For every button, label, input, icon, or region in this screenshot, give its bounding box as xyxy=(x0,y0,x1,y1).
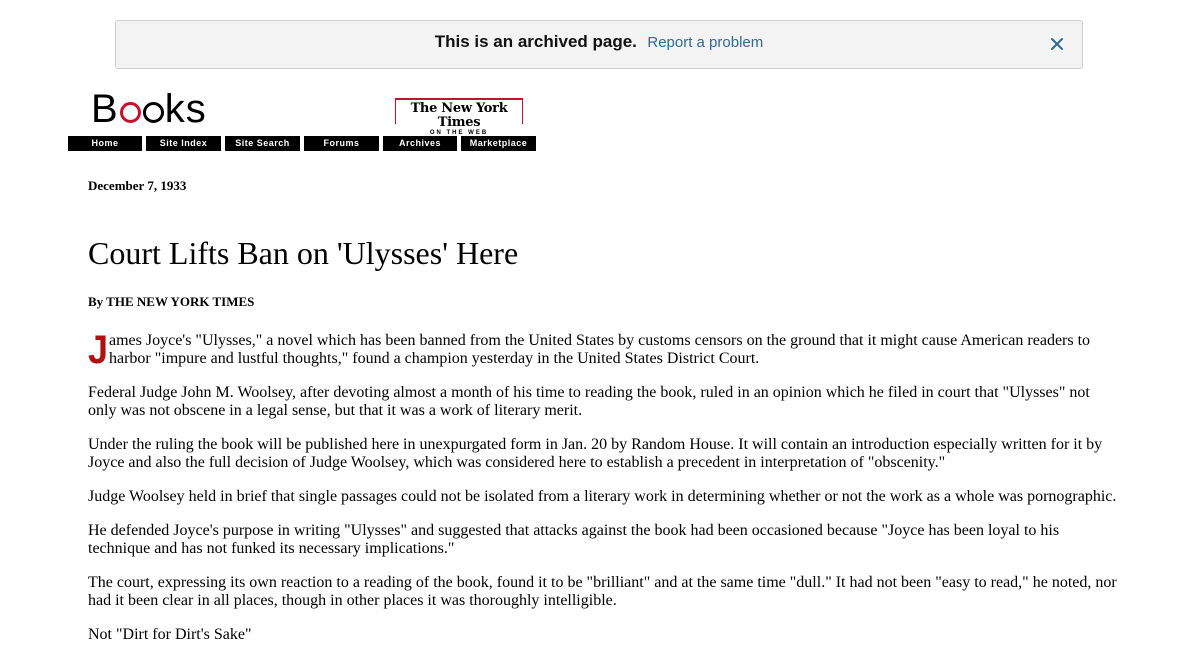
article-subhead: Not "Dirt for Dirt's Sake" xyxy=(88,626,252,643)
archive-notice: This is an archived page. xyxy=(434,32,637,51)
article-paragraph-1 xyxy=(88,328,1118,372)
article-date: December 7, 1933 xyxy=(88,178,187,193)
logo-letter-b: B xyxy=(91,87,119,131)
drop-cap: J xyxy=(88,328,109,372)
close-icon[interactable] xyxy=(1046,33,1068,55)
nyt-logo[interactable] xyxy=(395,98,523,136)
logo-black-o xyxy=(143,102,164,123)
nyt-logo-sub: ON THE WEB xyxy=(429,130,489,136)
logo-letter-k: k xyxy=(164,87,186,131)
nav-home-button[interactable]: Home xyxy=(68,136,142,151)
paragraph-text: ames Joyce's "Ulysses," a novel which has been banned from the United States by customs censors on the ground that it might cause American readers to harbor "impure and lustful thoughts," found a champion yesterday in the United States District Court. xyxy=(109,332,1091,367)
archive-message xyxy=(116,32,1082,52)
article-headline: Court Lifts Ban on 'Ulysses' Here xyxy=(88,235,519,271)
article-paragraph-6: The court, expressing its own reaction to a reading of the book, found it to be "brilliant" and at the same time "dull." It had not been "easy to read," he noted, nor had it been clear in all places, though in other places it was thoroughly intelligible. xyxy=(88,574,1117,609)
article-body xyxy=(88,328,1118,660)
site-navbar xyxy=(68,136,540,151)
logo-letter-s: s xyxy=(185,87,207,131)
nav-marketplace-button[interactable]: Marketplace xyxy=(461,136,536,151)
article-byline: By THE NEW YORK TIMES xyxy=(88,294,255,309)
article-paragraph-4: Judge Woolsey held in brief that single passages could not be isolated from a literary work in determining whether or not the work as a whole was pornographic. xyxy=(88,488,1117,505)
nyt-logo-name: The New York Times xyxy=(410,101,508,130)
nav-forums-button[interactable]: Forums xyxy=(304,136,379,151)
article-paragraph-2: Federal Judge John M. Woolsey, after devoting almost a month of his time to reading the book, ruled in an opinion which he filed in court that "Ulysses" not only was not obscene in a legal sense, but that it was a work of literary merit. xyxy=(88,384,1090,419)
article-paragraph-5: He defended Joyce's purpose in writing "Ulysses" and suggested that attacks against the book had been occasioned because "Joyce has been loyal to his technique and has not funked its necessary implications." xyxy=(88,522,1060,557)
nav-site-search-button[interactable]: Site Search xyxy=(225,136,300,151)
article-paragraph-3: Under the ruling the book will be published here in unexpurgated form in Jan. 20 by Random House. It will contain an introduction especially written for it by Joyce and also the full decision of Judge Woolsey, which was considered here to establish a precedent in interpretation of "obscenity." xyxy=(88,436,1103,471)
nav-site-index-button[interactable]: Site Index xyxy=(146,136,221,151)
archive-banner xyxy=(115,20,1083,69)
report-problem-link[interactable]: Report a problem xyxy=(647,34,764,51)
books-section-logo[interactable] xyxy=(91,89,207,129)
logo-red-o xyxy=(120,102,141,123)
nav-archives-button[interactable]: Archives xyxy=(383,136,457,151)
